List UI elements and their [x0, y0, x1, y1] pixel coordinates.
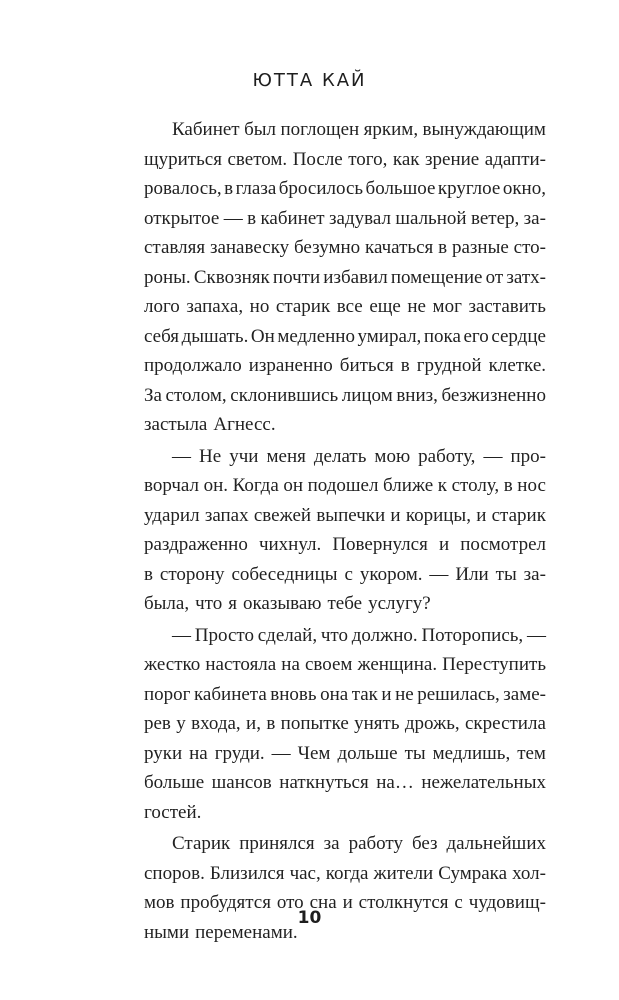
text-line: жестко настояла на своем женщина. Переступить: [144, 654, 546, 675]
text-line: гостей.: [144, 801, 202, 823]
paragraph: [144, 115, 546, 440]
text-line: руки на груди. — Чем дольше ты медлишь, тем: [144, 742, 546, 764]
paragraph: [144, 829, 546, 947]
text-line: ударил запах свежей выпечки и корицы, и старик: [144, 504, 546, 526]
text-line: больше шансов наткнуться на… нежелательных: [144, 772, 546, 793]
text-line: себя дышать. Он медленно умирал, пока его сердце: [144, 325, 546, 347]
paragraph: [144, 442, 546, 619]
text-line: продолжало израненно биться в грудной клетке.: [144, 355, 546, 376]
text-line: застыла Агнесс.: [144, 414, 276, 435]
text-line: роны. Сквозняк почти избавил помещение от затх-: [144, 266, 546, 288]
text-line: лого запаха, но старик все еще не мог заставить: [144, 296, 546, 317]
text-line: открытое — в кабинет задувал шальной ветер, за-: [144, 207, 546, 229]
text-line: в сторону собеседницы с укором. — Или ты за-: [144, 563, 546, 585]
text-line: Кабинет был поглощен ярким, вынуждающим: [172, 119, 546, 140]
text-line: была, что я оказываю тебе услугу?: [144, 593, 431, 614]
text-line: ворчал он. Когда он подошел ближе к столу, в нос: [144, 475, 546, 496]
text-line: Старик принялся за работу без дальнейших: [172, 833, 546, 854]
text-line: раздраженно чихнул. Повернулся и посмотрел: [144, 534, 546, 555]
page-number: 10: [297, 908, 322, 928]
text-line: мов пробудятся ото сна и столкнутся с чудовищ-: [144, 892, 546, 913]
body-text: [144, 115, 546, 947]
text-line: — Не учи меня делать мою работу, — про-: [172, 445, 546, 467]
text-line: рев у входа, и, в попытке унять дрожь, скрестила: [144, 713, 546, 734]
text-line: ставляя занавеску безумно качаться в разные сто-: [144, 237, 546, 258]
text-line: щуриться светом. После того, как зрение адапти-: [144, 148, 546, 170]
text-line: ровалось, в глаза бросилось большое круглое окно,: [144, 178, 546, 199]
text-line: споров. Близился час, когда жители Сумрака хол-: [144, 862, 546, 884]
text-line: — Просто сделай, что должно. Поторопись, —: [172, 624, 546, 646]
running-title: ЮТТА КАЙ: [252, 70, 367, 91]
text-line: За столом, склонившись лицом вниз, безжизненно: [144, 384, 546, 406]
text-line: ными переменами.: [144, 921, 298, 943]
paragraph: [144, 621, 546, 828]
text-line: порог кабинета вновь она так и не решилась, заме-: [144, 683, 546, 705]
